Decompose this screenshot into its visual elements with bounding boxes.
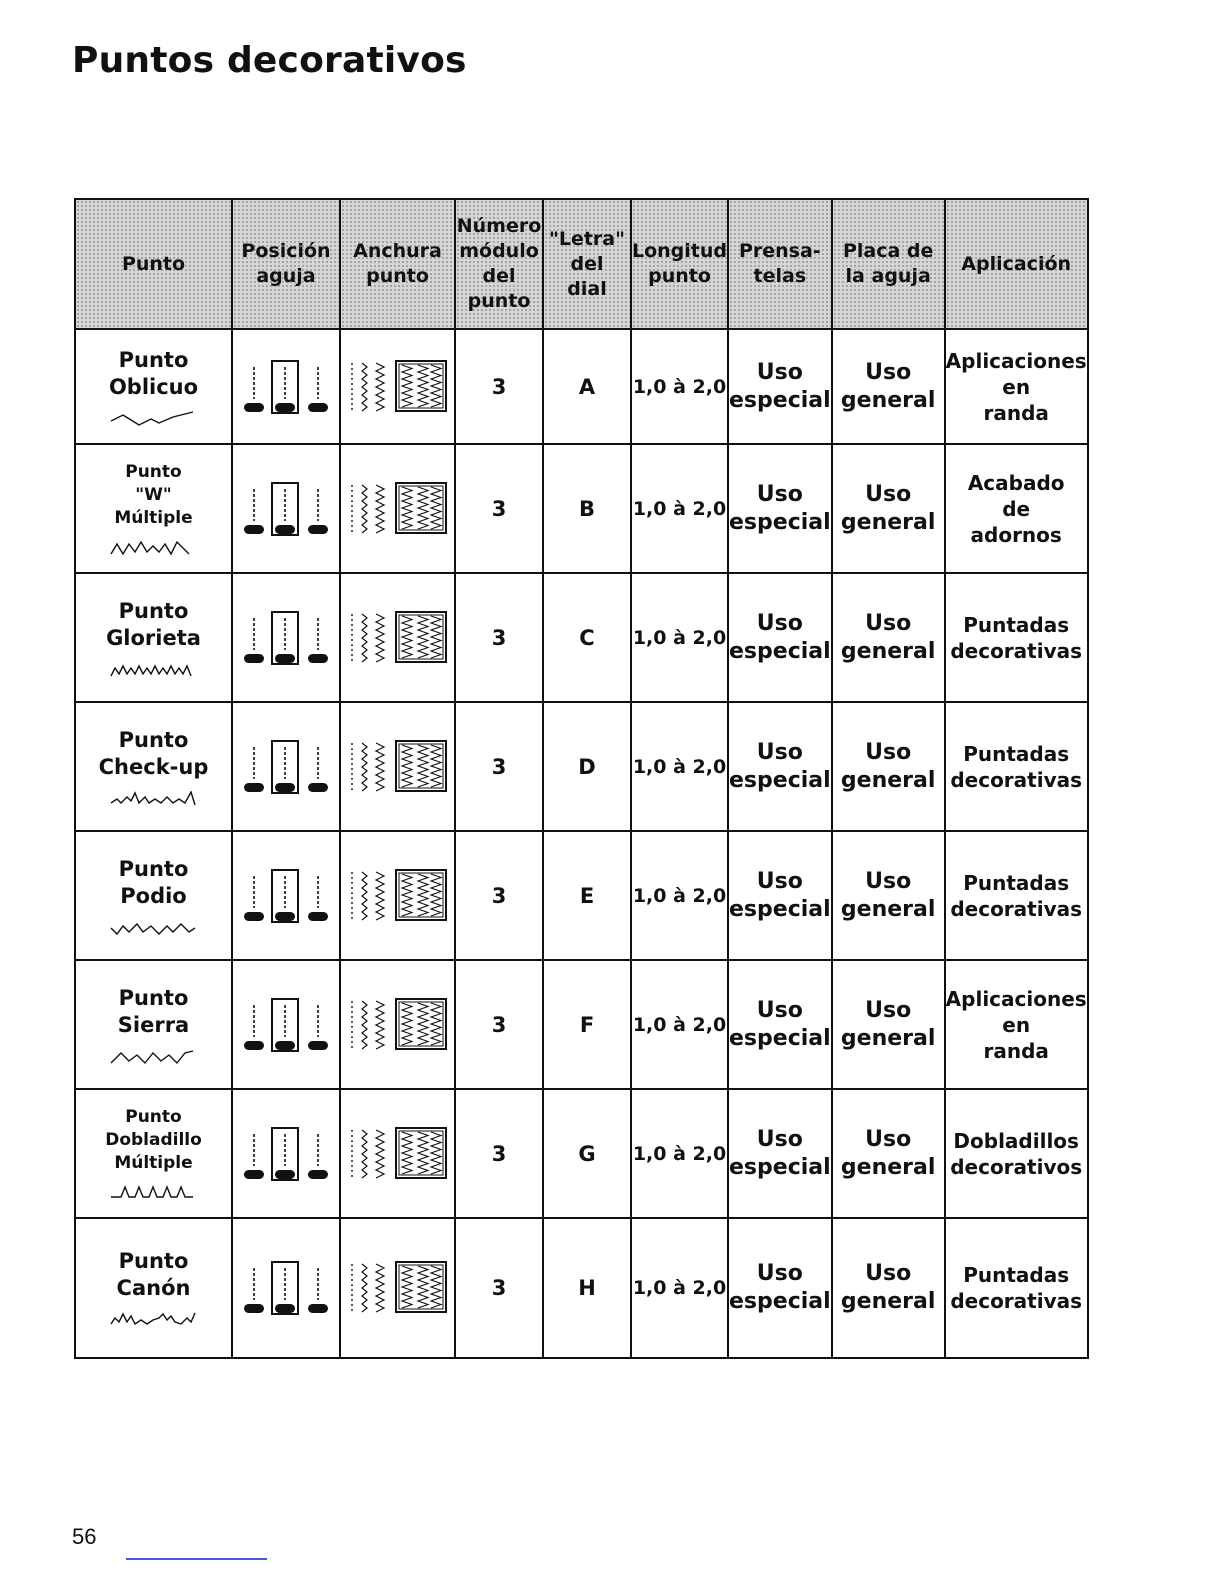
application-text: Dobladillos xyxy=(953,1128,1079,1153)
stitch-length-cell: 1,0 à 2,0 xyxy=(631,573,728,702)
needle-plate-text: Uso xyxy=(865,481,912,507)
needle-position-cell xyxy=(232,329,340,444)
header-longitud xyxy=(631,199,728,329)
application-text: decorativas xyxy=(950,767,1083,792)
stitch-width-cell xyxy=(340,329,455,444)
needle-position-icon xyxy=(238,359,334,415)
stitch-name: Dobladillo xyxy=(105,1130,202,1150)
presser-foot-text: especial xyxy=(729,638,831,664)
presser-foot-text: especial xyxy=(729,1289,831,1314)
needle-plate-text: general xyxy=(840,638,936,664)
footer-rule xyxy=(126,1558,267,1560)
header-line: del xyxy=(570,252,604,275)
stitch-width-icon xyxy=(346,1126,450,1182)
application-cell xyxy=(945,1089,1088,1218)
presser-foot-text: Uso xyxy=(756,610,803,636)
header-line: telas xyxy=(753,265,807,287)
dial-letter-cell: H xyxy=(543,1218,631,1358)
module-number-cell: 3 xyxy=(455,960,543,1089)
application-text: en xyxy=(1002,374,1031,399)
stitch-name: Sierra xyxy=(117,1012,190,1037)
header-line: módulo xyxy=(459,240,539,262)
presser-foot-text: especial xyxy=(729,387,831,413)
application-text: Aplicaciones xyxy=(945,986,1087,1011)
stitch-name-cell xyxy=(75,444,232,573)
header-numero xyxy=(455,199,543,329)
presser-foot-text: Uso xyxy=(756,359,803,385)
application-text: Puntadas xyxy=(963,612,1070,637)
stitch-name-cell xyxy=(75,831,232,960)
header-line: punto xyxy=(648,265,711,287)
presser-foot-cell xyxy=(728,573,832,702)
stitch-name: Punto xyxy=(118,1249,189,1273)
header-placa xyxy=(832,199,945,329)
presser-foot-cell xyxy=(728,329,832,444)
stitch-width-cell xyxy=(340,702,455,831)
stitch-width-icon xyxy=(346,1260,450,1316)
module-number-cell: 3 xyxy=(455,329,543,444)
stitch-length-cell: 1,0 à 2,0 xyxy=(631,444,728,573)
stitch-name-cell xyxy=(75,702,232,831)
needle-plate-text: Uso xyxy=(865,997,912,1023)
stitch-width-icon xyxy=(346,610,450,666)
module-number-cell: 3 xyxy=(455,1089,543,1218)
needle-plate-text: general xyxy=(840,896,936,922)
application-text: randa xyxy=(983,400,1049,425)
stitch-name-cell xyxy=(75,573,232,702)
needle-plate-text: general xyxy=(840,509,936,535)
stitch-width-cell xyxy=(340,831,455,960)
application-cell xyxy=(945,702,1088,831)
application-text: decorativas xyxy=(950,1289,1083,1313)
module-number-cell: 3 xyxy=(455,702,543,831)
table-row xyxy=(75,573,1088,702)
needle-plate-text: Uso xyxy=(865,868,912,894)
dial-letter-cell: F xyxy=(543,960,631,1089)
dial-letter-cell: D xyxy=(543,702,631,831)
stitch-name: "W" xyxy=(135,485,172,505)
application-text: Acabado xyxy=(967,470,1065,495)
header-line: Número xyxy=(456,215,542,237)
header-line: punto xyxy=(366,265,429,287)
canon-stitch-icon xyxy=(109,1312,199,1328)
application-text: Puntadas xyxy=(963,870,1070,895)
needle-position-icon xyxy=(238,739,334,795)
stitch-name: Punto xyxy=(118,856,189,881)
stitch-name: Oblicuo xyxy=(108,374,199,399)
presser-foot-text: Uso xyxy=(756,868,803,894)
stitch-length-cell: 1,0 à 2,0 xyxy=(631,960,728,1089)
presser-foot-text: Uso xyxy=(756,1126,803,1152)
needle-plate-cell xyxy=(832,1218,945,1358)
needle-position-cell xyxy=(232,960,340,1089)
presser-foot-cell xyxy=(728,960,832,1089)
presser-foot-text: Uso xyxy=(756,739,803,765)
needle-plate-cell xyxy=(832,329,945,444)
stitch-name: Punto xyxy=(125,462,182,482)
application-text: Puntadas xyxy=(963,741,1070,766)
presser-foot-text: especial xyxy=(729,509,831,535)
dial-letter-cell: C xyxy=(543,573,631,702)
needle-plate-text: general xyxy=(840,767,936,793)
table-row xyxy=(75,444,1088,573)
dial-letter-cell: E xyxy=(543,831,631,960)
sierra-stitch-icon xyxy=(109,1049,199,1065)
multiple-w-stitch-icon xyxy=(109,540,199,556)
table-container xyxy=(74,198,1089,1359)
needle-plate-cell xyxy=(832,573,945,702)
presser-foot-text: especial xyxy=(729,767,831,793)
application-text: decorativos xyxy=(950,1154,1083,1179)
presser-foot-cell xyxy=(728,831,832,960)
stitch-length-cell: 1,0 à 2,0 xyxy=(631,329,728,444)
needle-position-icon xyxy=(238,1260,334,1316)
needle-position-icon xyxy=(238,868,334,924)
stitch-name: Check-up xyxy=(98,754,209,779)
dial-letter-cell: G xyxy=(543,1089,631,1218)
application-cell xyxy=(945,1218,1088,1358)
needle-plate-text: general xyxy=(840,1025,936,1051)
application-text: de xyxy=(1002,496,1031,521)
header-line: la aguja xyxy=(845,265,931,287)
stitch-width-icon xyxy=(346,997,450,1053)
presser-foot-cell xyxy=(728,444,832,573)
stitch-name: Múltiple xyxy=(114,1153,193,1173)
application-cell xyxy=(945,444,1088,573)
stitch-length-cell: 1,0 à 2,0 xyxy=(631,1218,728,1358)
header-line: aguja xyxy=(256,265,316,287)
header-line: punto xyxy=(467,290,531,312)
needle-plate-cell xyxy=(832,444,945,573)
header-line: Longitud xyxy=(632,240,728,262)
stitch-name: Punto xyxy=(118,598,189,623)
application-text: decorativas xyxy=(950,638,1083,663)
presser-foot-cell xyxy=(728,702,832,831)
table-body xyxy=(75,329,1088,1358)
stitch-width-cell xyxy=(340,1089,455,1218)
stitch-width-cell xyxy=(340,444,455,573)
needle-position-cell xyxy=(232,1218,340,1358)
needle-plate-text: Uso xyxy=(865,1126,912,1152)
podio-stitch-icon xyxy=(109,920,199,936)
dobladillo-stitch-icon xyxy=(109,1185,199,1201)
needle-plate-text: Uso xyxy=(865,739,912,765)
glorieta-stitch-icon xyxy=(109,662,199,678)
presser-foot-text: especial xyxy=(729,896,831,922)
header-letra xyxy=(543,199,631,329)
table-row xyxy=(75,1218,1088,1358)
header-line: "Letra" xyxy=(548,227,626,250)
header-line: Placa de xyxy=(842,240,934,262)
application-cell xyxy=(945,329,1088,444)
needle-position-icon xyxy=(238,610,334,666)
needle-plate-text: general xyxy=(840,1154,936,1180)
application-text: randa xyxy=(983,1038,1049,1063)
presser-foot-text: Uso xyxy=(756,1261,803,1286)
table-row xyxy=(75,329,1088,444)
stitch-width-cell xyxy=(340,1218,455,1358)
header-aplicacion: Aplicación xyxy=(945,199,1088,329)
table-row xyxy=(75,702,1088,831)
stitch-name: Múltiple xyxy=(114,508,193,528)
needle-position-cell xyxy=(232,573,340,702)
stitch-width-cell xyxy=(340,573,455,702)
needle-plate-text: Uso xyxy=(865,359,912,385)
stitch-name: Podio xyxy=(120,883,187,908)
stitch-name-cell xyxy=(75,1218,232,1358)
needle-plate-text: Uso xyxy=(865,1261,912,1286)
needle-plate-text: general xyxy=(840,387,936,413)
module-number-cell: 3 xyxy=(455,573,543,702)
stitch-name-cell xyxy=(75,1089,232,1218)
needle-position-cell xyxy=(232,831,340,960)
needle-plate-text: Uso xyxy=(865,610,912,636)
page-title: Puntos decorativos xyxy=(72,40,467,81)
stitch-name: Punto xyxy=(118,727,189,752)
needle-position-icon xyxy=(238,997,334,1053)
needle-position-cell xyxy=(232,702,340,831)
needle-position-icon xyxy=(238,481,334,537)
stitch-length-cell: 1,0 à 2,0 xyxy=(631,831,728,960)
needle-position-cell xyxy=(232,444,340,573)
dial-letter-cell: B xyxy=(543,444,631,573)
stitch-length-cell: 1,0 à 2,0 xyxy=(631,702,728,831)
needle-plate-cell xyxy=(832,702,945,831)
table-row xyxy=(75,1089,1088,1218)
decorative-stitch-table xyxy=(74,198,1089,1359)
application-cell xyxy=(945,573,1088,702)
table-row xyxy=(75,960,1088,1089)
oblique-stitch-icon xyxy=(109,411,199,427)
stitch-name: Punto xyxy=(125,1107,182,1127)
presser-foot-text: especial xyxy=(729,1154,831,1180)
header-row xyxy=(75,199,1088,329)
needle-plate-text: general xyxy=(840,1289,936,1314)
application-cell xyxy=(945,831,1088,960)
stitch-name: Canón xyxy=(116,1276,191,1300)
application-text: Puntadas xyxy=(963,1263,1070,1287)
presser-foot-text: Uso xyxy=(756,481,803,507)
header-anchura xyxy=(340,199,455,329)
stitch-name: Punto xyxy=(118,347,189,372)
header-prensatelas xyxy=(728,199,832,329)
presser-foot-text: especial xyxy=(729,1025,831,1051)
header-line: del xyxy=(482,265,516,287)
header-line: dial xyxy=(567,277,607,300)
check-up-stitch-icon xyxy=(109,791,199,807)
header-posicion xyxy=(232,199,340,329)
module-number-cell: 3 xyxy=(455,831,543,960)
stitch-name-cell xyxy=(75,329,232,444)
application-text: en xyxy=(1002,1012,1031,1037)
header-line: Posición xyxy=(241,240,331,262)
header-punto: Punto xyxy=(75,199,232,329)
module-number-cell: 3 xyxy=(455,444,543,573)
stitch-width-icon xyxy=(346,868,450,924)
header-line: Anchura xyxy=(353,240,442,262)
application-cell xyxy=(945,960,1088,1089)
needle-plate-cell xyxy=(832,831,945,960)
stitch-width-icon xyxy=(346,739,450,795)
needle-position-icon xyxy=(238,1126,334,1182)
stitch-width-cell xyxy=(340,960,455,1089)
table-row xyxy=(75,831,1088,960)
page-number: 56 xyxy=(72,1524,97,1549)
application-text: Aplicaciones xyxy=(945,348,1087,373)
stitch-name: Punto xyxy=(118,985,189,1010)
stitch-width-icon xyxy=(346,359,450,415)
stitch-width-icon xyxy=(346,481,450,537)
stitch-name-cell xyxy=(75,960,232,1089)
stitch-length-cell: 1,0 à 2,0 xyxy=(631,1089,728,1218)
stitch-name: Glorieta xyxy=(106,625,201,650)
presser-foot-cell xyxy=(728,1089,832,1218)
application-text: decorativas xyxy=(950,896,1083,921)
module-number-cell: 3 xyxy=(455,1218,543,1358)
dial-letter-cell: A xyxy=(543,329,631,444)
header-line: Prensa- xyxy=(738,240,821,262)
application-text: adornos xyxy=(970,522,1062,547)
presser-foot-text: Uso xyxy=(756,997,803,1023)
presser-foot-cell xyxy=(728,1218,832,1358)
needle-plate-cell xyxy=(832,960,945,1089)
needle-plate-cell xyxy=(832,1089,945,1218)
needle-position-cell xyxy=(232,1089,340,1218)
